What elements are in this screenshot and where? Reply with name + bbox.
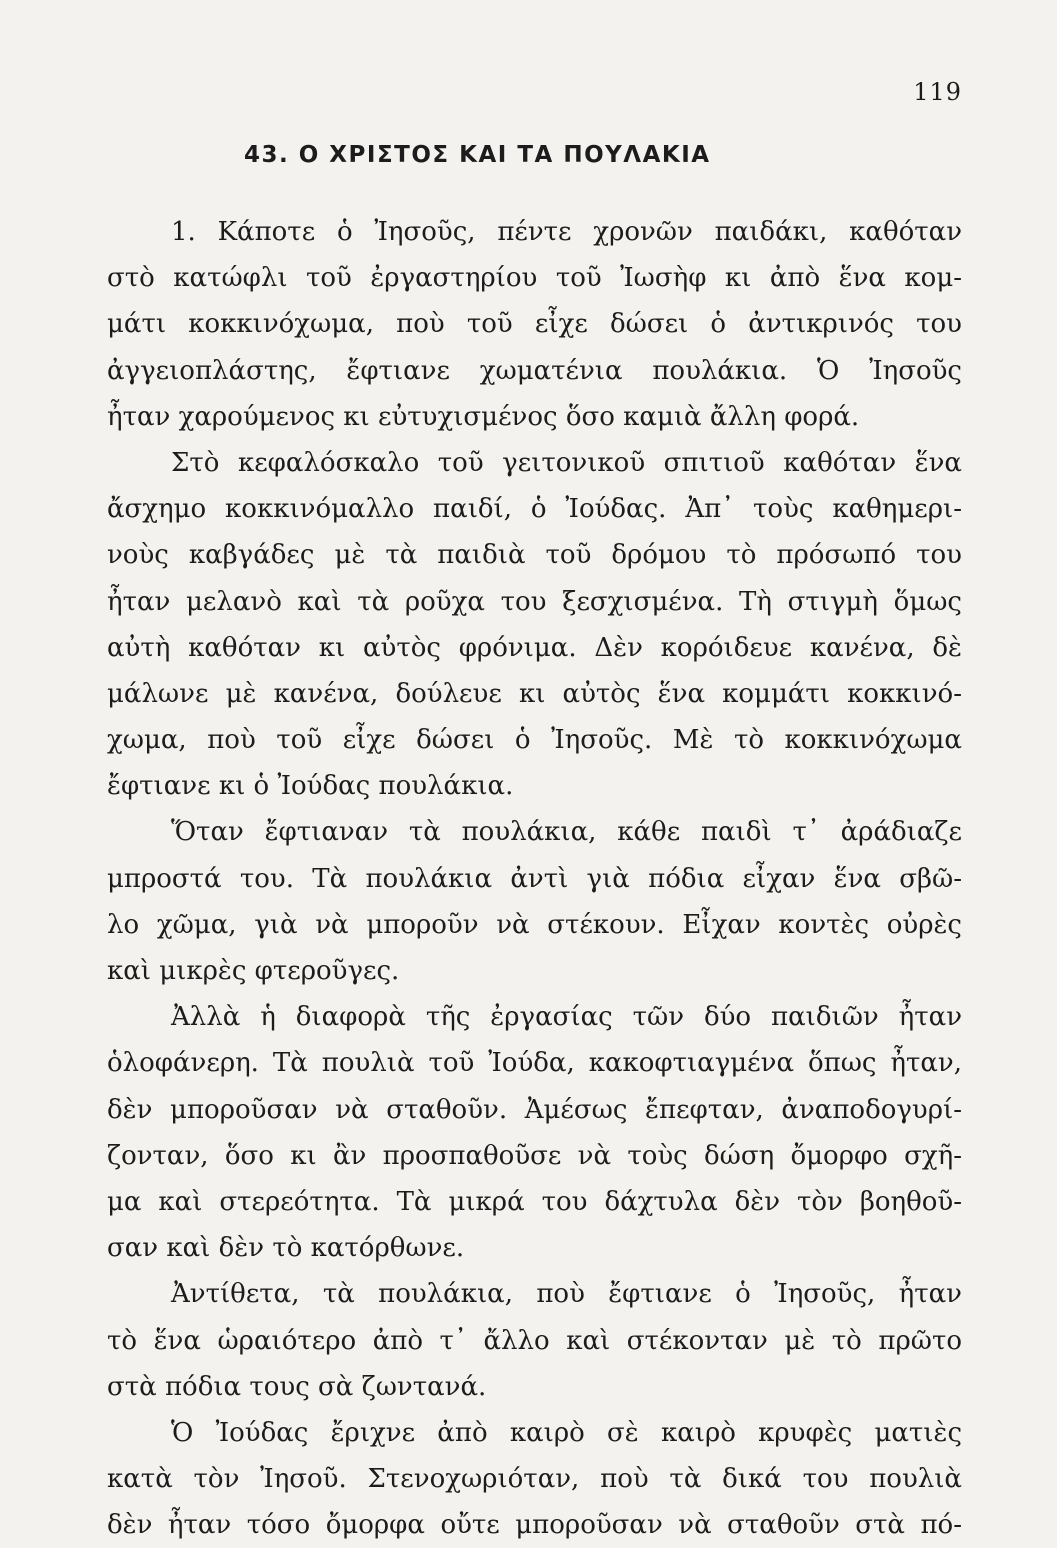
text-line: καὶ μικρὲς φτεροῦγες. (107, 956, 400, 986)
text-line: δὲν ἦταν τόσο ὄμορφα οὔτε μποροῦσαν νὰ σταθοῦν στὰ πό- (107, 1510, 962, 1541)
text-line: Ἀντίθετα, τὰ πουλάκια, ποὺ ἔφτιανε ὁ Ἰησοῦς, ἦταν (171, 1279, 962, 1310)
text-line: ἦταν μελανὸ καὶ τὰ ροῦχα του ξεσχισμένα. Τὴ στιγμὴ ὅμως (107, 586, 962, 617)
text-line: λο χῶμα, γιὰ νὰ μποροῦν νὰ στέκουν. Εἶχαν κοντὲς οὐρὲς (107, 909, 962, 940)
text-line: νοὺς καβγάδες μὲ τὰ παιδιὰ τοῦ δρόμου τὸ πρόσωπό του (107, 540, 962, 571)
text-line: ὁλοφάνερη. Τὰ πουλιὰ τοῦ Ἰούδα, κακοφτιαγμένα ὅπως ἦταν, (107, 1048, 962, 1079)
text-line: αὐτὴ καθόταν κι αὐτὸς φρόνιμα. Δὲν κορόιδευε κανένα, δὲ (107, 632, 962, 663)
text-line: 1. Κάποτε ὁ Ἰησοῦς, πέντε χρονῶν παιδάκι, καθόταν (171, 217, 962, 247)
paragraph (107, 1271, 962, 1410)
text-line: Ὁ Ἰούδας ἔριχνε ἀπὸ καιρὸ σὲ καιρὸ κρυφὲς ματιὲς (171, 1417, 962, 1448)
paragraph (107, 994, 962, 1271)
paragraph (107, 209, 962, 440)
text-line: στὰ πόδια τους σὰ ζωντανά. (107, 1371, 487, 1402)
text-line: στὸ κατώφλι τοῦ ἐργαστηρίου τοῦ Ἰωσὴφ κι ἀπὸ ἕνα κομ- (107, 263, 962, 294)
paragraph (107, 440, 962, 810)
text-line: μπροστά του. Τὰ πουλάκια ἀντὶ γιὰ πόδια εἶχαν ἕνα σβῶ- (107, 863, 962, 894)
page-number: 119 (913, 78, 962, 106)
text-line: τὸ ἕνα ὡραιότερο ἀπὸ τ᾽ ἄλλο καὶ στέκονταν μὲ τὸ πρῶτο (107, 1325, 962, 1356)
text-line: Ἀλλὰ ἡ διαφορὰ τῆς ἐργασίας τῶν δύο παιδιῶν ἦταν (171, 1002, 962, 1033)
text-line: μα καὶ στερεότητα. Τὰ μικρά του δάχτυλα δὲν τὸν βοηθοῦ- (107, 1186, 962, 1217)
text-line: ἦταν χαρούμενος κι εὐτυχισμένος ὅσο καμιὰ ἄλλη φορά. (107, 401, 860, 432)
text-line: δὲν μποροῦσαν νὰ σταθοῦν. Ἀμέσως ἔπεφταν, ἀναποδογυρί- (107, 1094, 962, 1125)
text-line: χωμα, ποὺ τοῦ εἶχε δώσει ὁ Ἰησοῦς. Μὲ τὸ κοκκινόχωμα (107, 725, 962, 756)
text-line: σαν καὶ δὲν τὸ κατόρθωνε. (107, 1233, 465, 1264)
paragraph (107, 809, 962, 994)
paragraph (107, 1410, 962, 1548)
text-line: ἀγγειοπλάστης, ἔφτιανε χωματένια πουλάκια. Ὁ Ἰησοῦς (107, 355, 962, 386)
text-line: ζονταν, ὅσο κι ἂν προσπαθοῦσε νὰ τοὺς δώση ὄμορφο σχῆ- (107, 1140, 962, 1171)
text-line: ἔφτιανε κι ὁ Ἰούδας πουλάκια. (107, 771, 514, 802)
text-line: Ὅταν ἔφτιαναν τὰ πουλάκια, κάθε παιδὶ τ᾽ ἀράδιαζε (171, 817, 962, 848)
text-line: μάλωνε μὲ κανένα, δούλευε κι αὐτὸς ἕνα κομμάτι κοκκινό- (107, 678, 962, 709)
text-line: Στὸ κεφαλόσκαλο τοῦ γειτονικοῦ σπιτιοῦ καθόταν ἕνα (171, 447, 962, 478)
text-line: κατὰ τὸν Ἰησοῦ. Στενοχωριόταν, ποὺ τὰ δικά του πουλιὰ (107, 1464, 962, 1495)
text-line: μάτι κοκκινόχωμα, ποὺ τοῦ εἶχε δώσει ὁ ἀντικρινός του (107, 309, 962, 340)
text-line: ἄσχημο κοκκινόμαλλο παιδί, ὁ Ἰούδας. Ἀπ᾽ τοὺς καθημερι- (107, 494, 962, 525)
chapter-title: 43. Ο ΧΡΙΣΤΟΣ ΚΑΙ ΤΑ ΠΟΥΛΑΚΙΑ (244, 142, 711, 168)
body-text (107, 209, 962, 1548)
